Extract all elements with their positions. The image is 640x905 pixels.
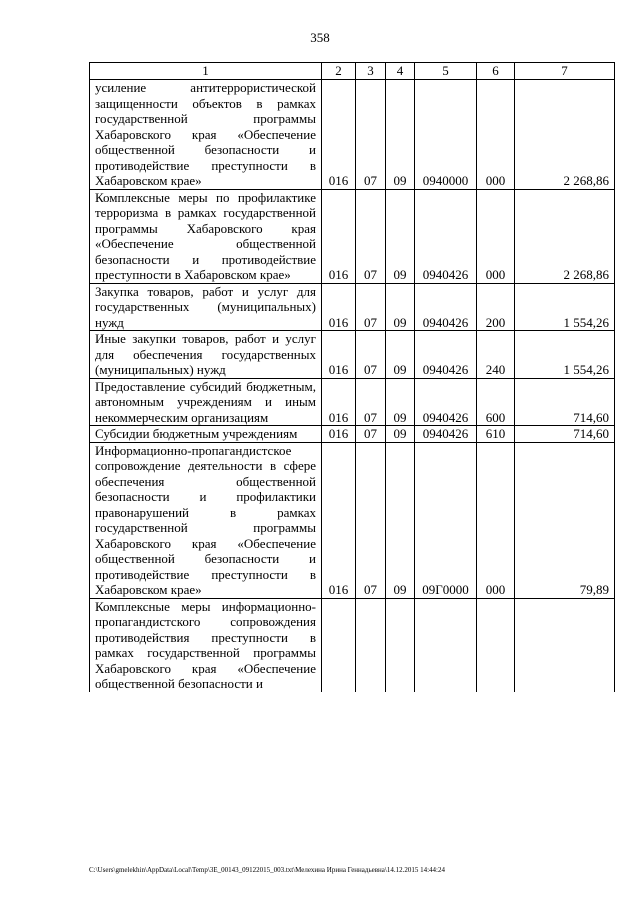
column-header: 2 [322,63,356,80]
header-row [90,63,615,80]
cell-subsection [386,598,415,692]
table-row [90,331,615,379]
column-header: 1 [90,63,322,80]
table-row [90,189,615,283]
cell-section: 07 [356,378,386,426]
cell-target-article: 0940426 [415,378,477,426]
table-row [90,426,615,443]
cell-ministry-code: 016 [322,283,356,331]
cell-target-article: 0940426 [415,331,477,379]
cell-expense-type: 000 [477,80,515,190]
cell-expense-type: 000 [477,442,515,598]
cell-section: 07 [356,189,386,283]
cell-section [356,598,386,692]
table-row [90,598,615,692]
cell-amount: 2 268,86 [515,80,615,190]
cell-target-article [415,598,477,692]
column-header: 4 [386,63,415,80]
cell-ministry-code: 016 [322,189,356,283]
row-name: усиление антитеррористической защищенности объектов в рамках государственной программы Хабаровского края «Обеспечение общественной безопасности и противодействие преступности в Хабаровском крае» [90,80,322,190]
cell-expense-type: 600 [477,378,515,426]
cell-target-article: 0940426 [415,426,477,443]
cell-section: 07 [356,331,386,379]
cell-ministry-code: 016 [322,426,356,443]
table-row [90,283,615,331]
cell-target-article: 0940426 [415,189,477,283]
column-header: 6 [477,63,515,80]
row-name: Субсидии бюджетным учреждениям [90,426,322,443]
row-name: Иные закупки товаров, работ и услуг для обеспечения государственных (муниципальных) нужд [90,331,322,379]
cell-amount: 714,60 [515,378,615,426]
table-row [90,378,615,426]
cell-target-article: 09Г0000 [415,442,477,598]
cell-subsection: 09 [386,80,415,190]
cell-subsection: 09 [386,426,415,443]
budget-table [89,62,615,692]
cell-expense-type: 610 [477,426,515,443]
page-number: 358 [310,30,330,45]
table-row [90,442,615,598]
row-name: Закупка товаров, работ и услуг для государственных (муниципальных) нужд [90,283,322,331]
table-row [90,80,615,190]
column-header: 3 [356,63,386,80]
cell-amount: 1 554,26 [515,283,615,331]
cell-amount: 2 268,86 [515,189,615,283]
cell-ministry-code: 016 [322,442,356,598]
row-name: Предоставление субсидий бюджетным, автономным учреждениям и иным некоммерческим организациям [90,378,322,426]
cell-amount: 714,60 [515,426,615,443]
cell-subsection: 09 [386,331,415,379]
file-path-footer: C:\Users\gmelekhin\AppData\Local\Temp\3E_00143_09122015_003.txt\Мелехина Ирина Геннадьевна\14.12.2015 14:44:24 [89,866,445,874]
cell-amount: 79,89 [515,442,615,598]
row-name: Комплексные меры информационно-пропагандистского сопровождения противодействия преступности в рамках государственной программы Хабаровского края «Обеспечение общественной безопасности и [90,598,322,692]
row-name: Информационно-пропагандистское сопровождение деятельности в сфере обеспечения общественной безопасности и профилактики правонарушений в рамках государственной программы Хабаровского края «Обеспечение общественной безопасности и противодействие преступности в Хабаровском крае» [90,442,322,598]
cell-amount: 1 554,26 [515,331,615,379]
cell-expense-type: 200 [477,283,515,331]
cell-subsection: 09 [386,442,415,598]
cell-ministry-code: 016 [322,80,356,190]
cell-section: 07 [356,283,386,331]
cell-subsection: 09 [386,283,415,331]
column-header: 5 [415,63,477,80]
cell-expense-type [477,598,515,692]
cell-section: 07 [356,442,386,598]
cell-subsection: 09 [386,189,415,283]
cell-section: 07 [356,426,386,443]
cell-section: 07 [356,80,386,190]
cell-subsection: 09 [386,378,415,426]
cell-amount [515,598,615,692]
cell-ministry-code [322,598,356,692]
cell-expense-type: 240 [477,331,515,379]
cell-expense-type: 000 [477,189,515,283]
cell-ministry-code: 016 [322,331,356,379]
column-header: 7 [515,63,615,80]
row-name: Комплексные меры по профилактике терроризма в рамках государственной программы Хабаровского края «Обеспечение общественной безопасности и противодействие преступности в Хабаровском крае» [90,189,322,283]
cell-target-article: 0940000 [415,80,477,190]
cell-target-article: 0940426 [415,283,477,331]
cell-ministry-code: 016 [322,378,356,426]
